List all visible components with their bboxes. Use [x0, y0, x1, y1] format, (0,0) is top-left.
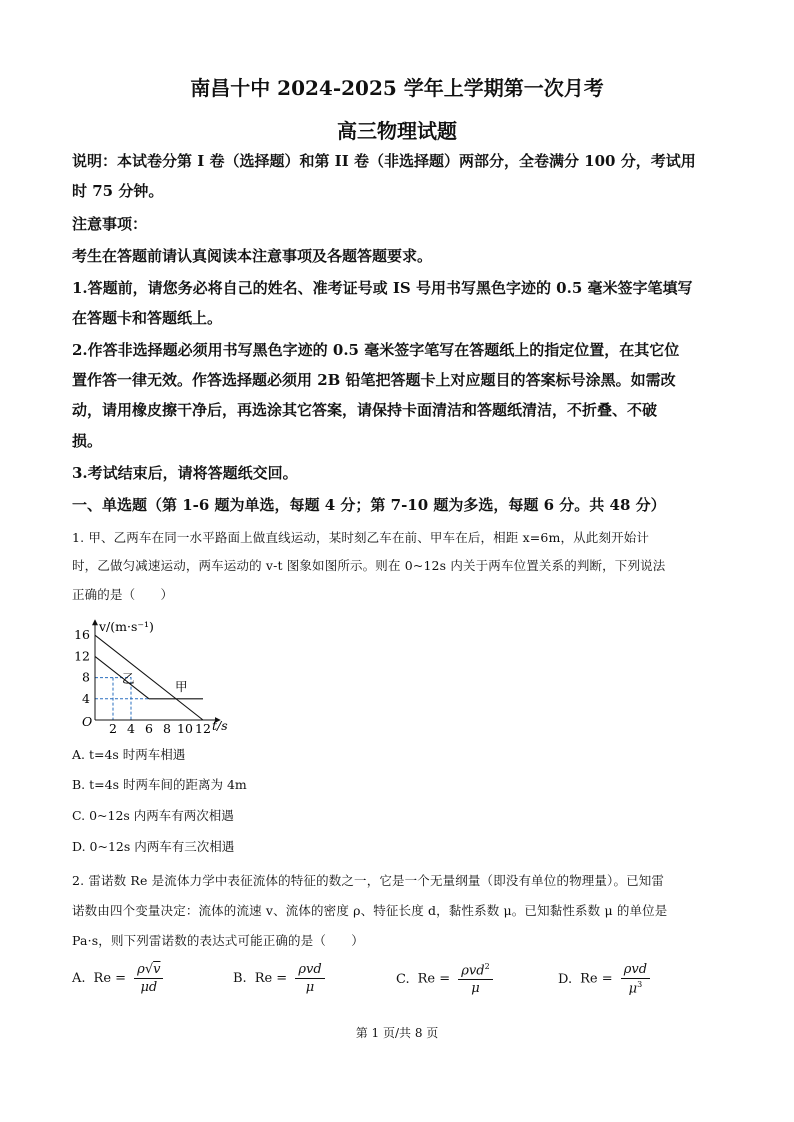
q1-stem-line1: 1. 甲、乙两车在同一水平路面上做直线运动，某时刻乙车在前、甲车在后，相距 x=6m，从此刻开始计 [72, 530, 650, 545]
q1-option-b: B. t=4s 时两车间的距离为 4m [72, 777, 247, 792]
q1-stem-line2: 时，乙做匀减速运动，两车运动的 v-t 图象如图所示。则在 0~12s 内关于两车位置关系的判断，下列说法 [72, 558, 666, 573]
notice-item2-line1: 2.作答非选择题必须用书写黑色字迹的 0.5 毫米签字笔写在答题纸上的指定位置，在其它位 [72, 341, 680, 359]
y-tick-label-3: 16 [74, 627, 90, 643]
vt-chart [72, 612, 242, 734]
notice-item2-line4: 损。 [72, 432, 103, 450]
q2-option-a-formula: Re = $\frac{\rho√v}{\mu d}$ [94, 962, 164, 995]
series-label-jia: 甲 [175, 679, 188, 694]
instructions-desc-line2: 时 75 分钟。 [72, 182, 164, 200]
y-tick-label-0: 4 [82, 690, 90, 706]
q1-option-d: D. 0~12s 内两车有三次相遇 [72, 839, 235, 854]
exam-title: 南昌十中 2024-2025 学年上学期第一次月考 [190, 76, 604, 100]
q1-stem-line3: 正确的是（ ） [72, 587, 174, 602]
q1-option-c: C. 0~12s 内两车有两次相遇 [72, 808, 234, 823]
q2-stem-line3: Pa·s，则下列雷诺数的表达式可能正确的是（ ） [72, 933, 364, 948]
x-axis-label: t/s [212, 718, 228, 733]
q2-stem-line2: 诺数由四个变量决定：流体的流速 v、流体的密度 ρ、特征长度 d，黏性系数 μ。已知黏性系数 μ 的单位是 [72, 903, 668, 918]
notice-intro: 考生在答题前请认真阅读本注意事项及各题答题要求。 [72, 247, 433, 265]
x-tick-label-2: 6 [145, 721, 153, 734]
series-label-yi: 乙 [122, 671, 135, 686]
notice-item2-line3: 动，请用橡皮擦干净后，再选涂其它答案，请保持卡面清洁和答题纸清洁，不折叠、不破 [72, 401, 658, 419]
x-tick-label-5: 12 [195, 721, 211, 734]
exam-subtitle: 高三物理试题 [337, 119, 457, 143]
y-tick-label-1: 8 [82, 669, 90, 685]
q2-option-b-label: B. [233, 971, 247, 986]
notice-item2-line2: 置作答一律无效。作答选择题必须用 2B 铅笔把答题卡上对应题目的答案标号涂黑。如需改 [72, 371, 676, 389]
notice-item3: 3.考试结束后，请将答题纸交回。 [72, 464, 298, 482]
q2-option-a [72, 962, 163, 995]
y-axis-label: v/(m·s⁻¹) [99, 619, 154, 634]
notice-item1-line1: 1.答题前，请您务必将自己的姓名、准考证号或 IS 号用书写黑色字迹的 0.5 毫米签字笔填写 [72, 279, 693, 297]
q2-option-b [233, 962, 325, 995]
q2-option-a-label: A. [72, 971, 86, 986]
q2-stem-line1: 2. 雷诺数 Re 是流体力学中表征流体的特征的数之一，它是一个无量纲量（即没有单位的物理量）。已知雷 [72, 873, 665, 888]
q2-option-c-formula: Re = $\frac{\rho vd^2}{\mu}$ [418, 962, 493, 996]
notice-item1-line2: 在答题卡和答题纸上。 [72, 309, 223, 327]
instructions-desc-line1: 说明：本试卷分第 I 卷（选择题）和第 II 卷（非选择题）两部分，全卷满分 100 分，考试用 [72, 152, 696, 170]
q2-option-d [558, 962, 650, 996]
q2-option-c [396, 962, 493, 996]
x-tick-label-1: 4 [127, 721, 135, 734]
q2-option-d-label: D. [558, 971, 573, 987]
q2-option-c-label: C. [396, 971, 410, 987]
q1-option-a: A. t=4s 时两车相遇 [72, 747, 186, 762]
section1-heading: 一、单选题（第 1-6 题为单选，每题 4 分；第 7-10 题为多选，每题 6 分。共 48 分） [72, 496, 666, 514]
x-tick-label-3: 8 [163, 721, 171, 734]
page-footer: 第 1 页/共 8 页 [355, 1026, 439, 1040]
notice-title: 注意事项： [72, 215, 148, 233]
x-tick-label-4: 10 [177, 721, 193, 734]
x-tick-label-0: 2 [109, 721, 117, 734]
q2-option-b-formula: Re = $\frac{\text{ρvd}}{\mu}$ [255, 962, 325, 995]
q2-option-d-formula: Re = $\frac{\text{ρvd}}{\mu^3}$ [580, 962, 650, 996]
origin-label: O [82, 714, 93, 729]
y-tick-label-2: 12 [74, 648, 90, 664]
